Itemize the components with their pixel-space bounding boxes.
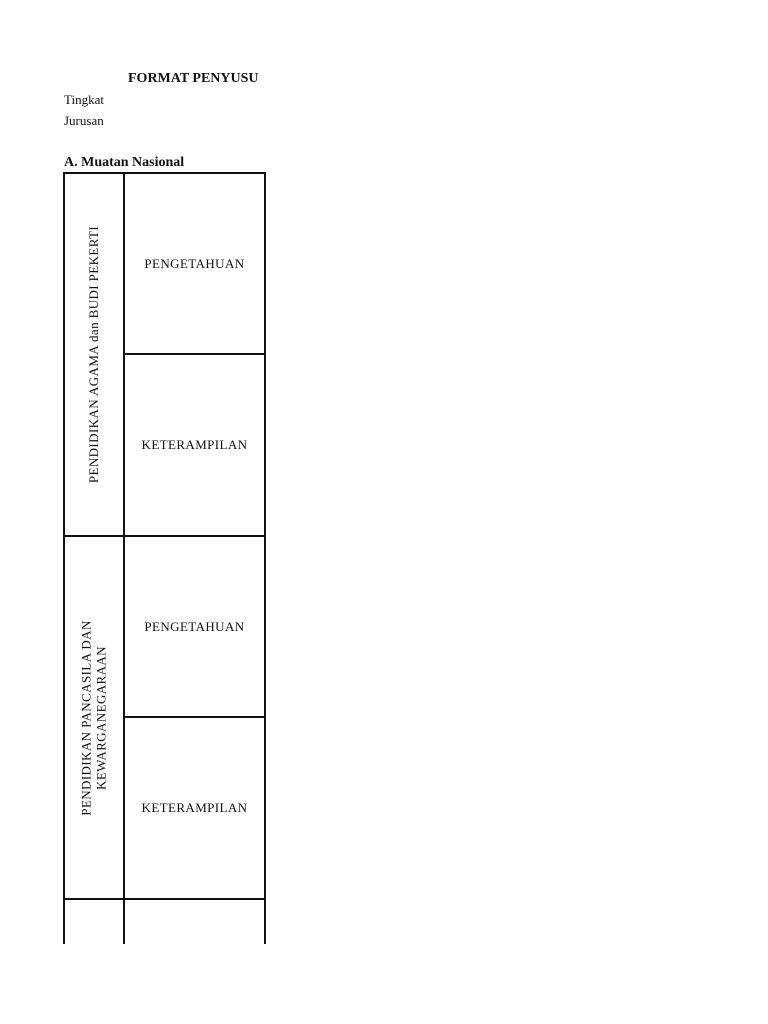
jurusan-label: Jurusan [64, 113, 104, 128]
aspect-cell-pkn-keterampilan: KETERAMPILAN [141, 800, 248, 815]
subject-label-agama-line: PENDIDIKAN AGAMA dan BUDI PEKERTI [86, 225, 102, 484]
subject-label-pkn-line-1: PENDIDIKAN PANCASILA DAN [79, 619, 94, 816]
aspect-cell-agama-keterampilan: KETERAMPILAN [141, 437, 248, 452]
subject-cell-agama [65, 174, 123, 535]
subject-cell-row3 [65, 900, 123, 944]
subject-label-pkn [79, 620, 109, 815]
section-heading: A. Muatan Nasional [64, 155, 185, 170]
subject-label-agama [87, 226, 102, 483]
subject-cell-pkn [65, 537, 123, 898]
aspect-cell-agama-pengetahuan: PENGETAHUAN [144, 255, 245, 271]
tingkat-label: Tingkat [64, 92, 104, 107]
aspect-cell-row3 [125, 900, 264, 944]
table-border-right [264, 172, 266, 944]
aspect-cell-pkn-pengetahuan: PENGETAHUAN [144, 618, 245, 634]
document-title: FORMAT PENYUSU [128, 71, 259, 86]
subject-label-pkn-line-2: KEWARGANEGARAAN [94, 645, 109, 790]
